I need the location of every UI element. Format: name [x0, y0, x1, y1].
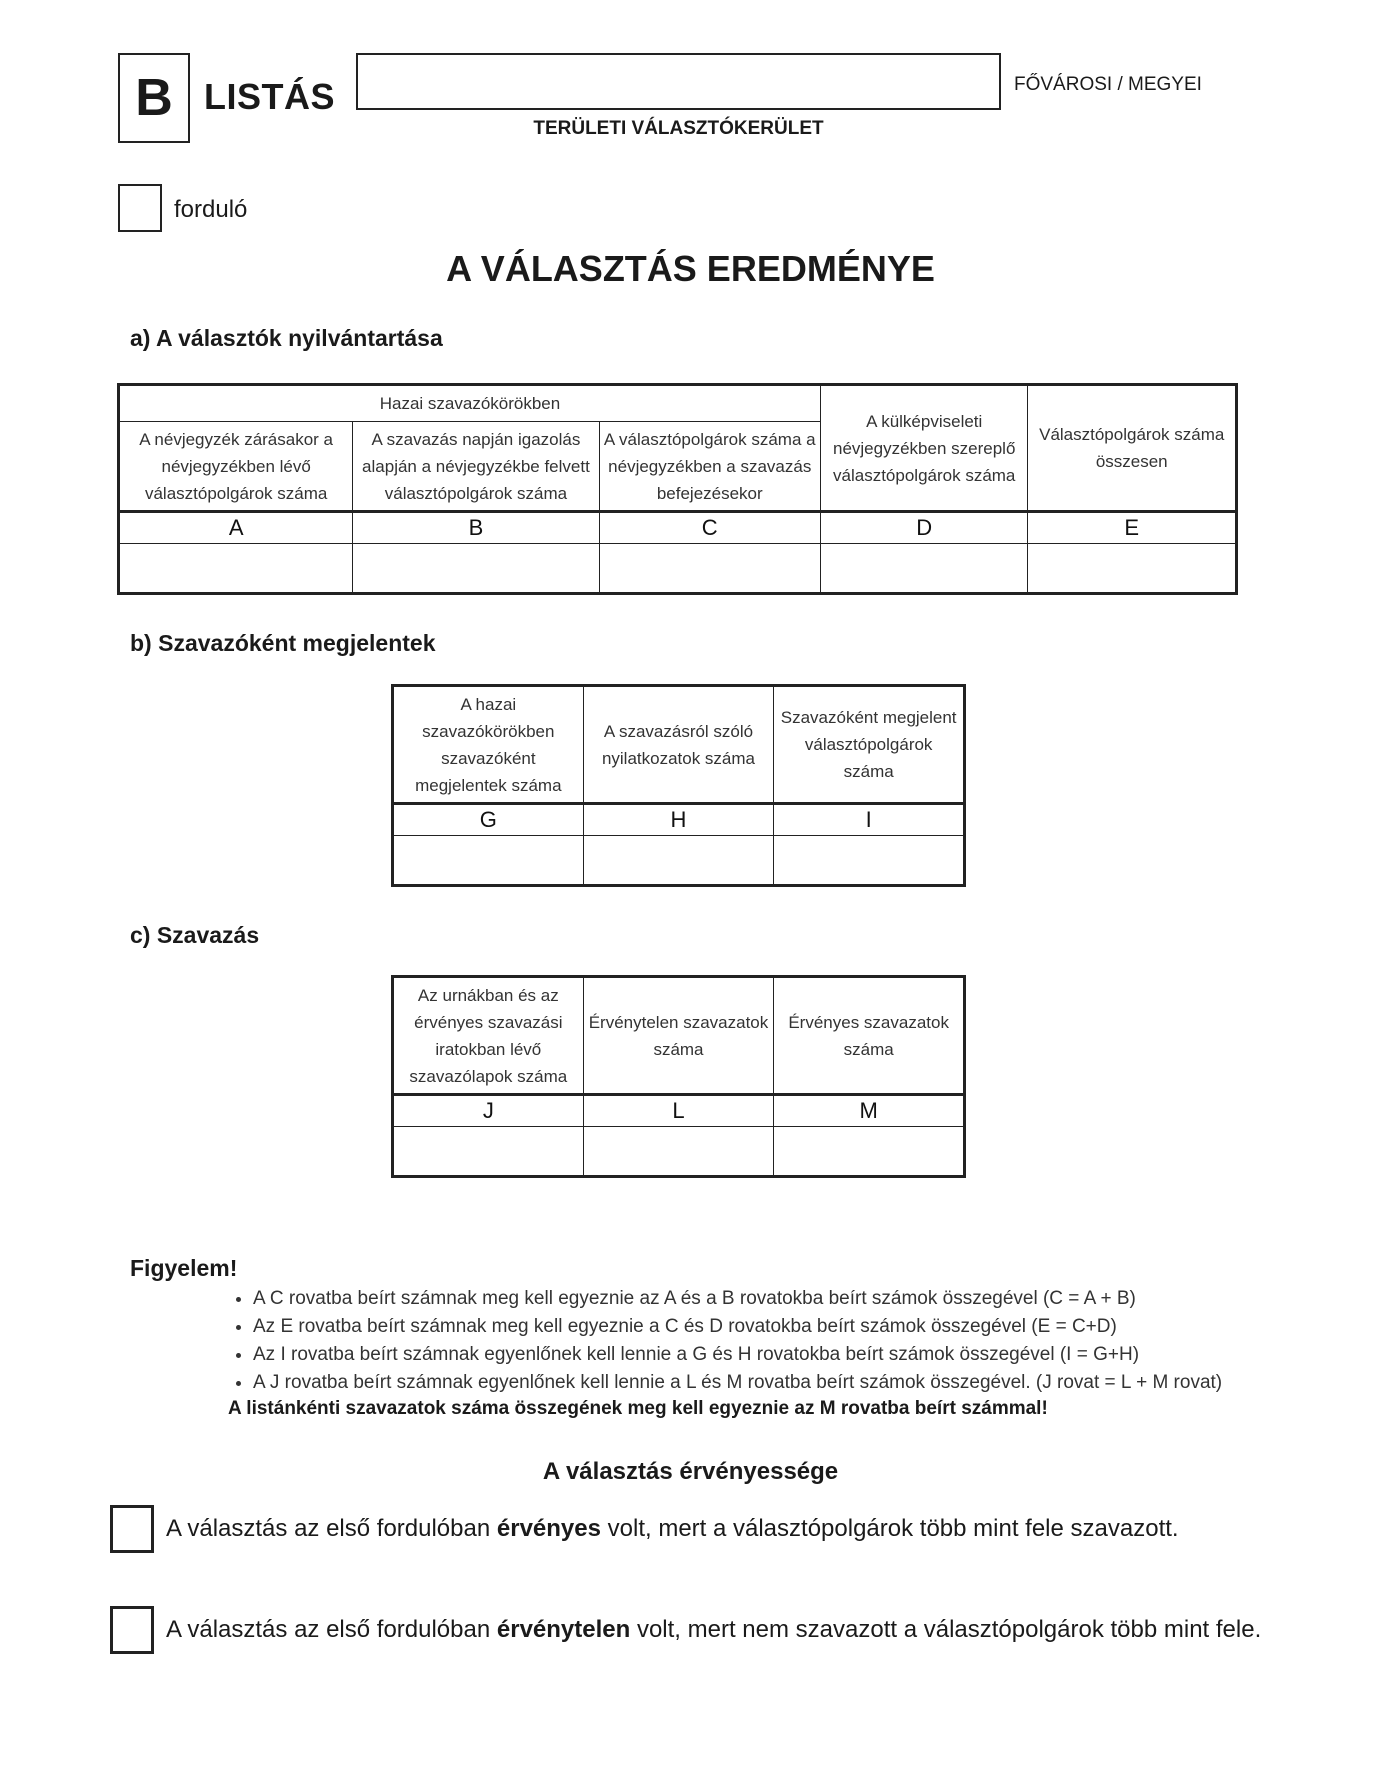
column-header-h: A szavazásról szóló nyilatkozatok száma	[583, 686, 774, 804]
column-letter-j: J	[393, 1095, 584, 1127]
round-label: forduló	[174, 196, 248, 223]
column-letter-a: A	[119, 512, 353, 544]
input-d[interactable]	[820, 544, 1028, 594]
input-a[interactable]	[119, 544, 353, 594]
note-item: • Az I rovatba beírt számnak egyenlőnek kell lennie a G és H rovatokba beírt számok összegével (I = G+H)	[253, 1341, 1222, 1369]
invalid-checkbox[interactable]	[110, 1606, 154, 1654]
section-c-heading: c) Szavazás	[130, 922, 260, 948]
column-header-c: A választópolgárok száma a névjegyzékben a szavazás befejezésekor	[599, 422, 820, 512]
column-header-b: A szavazás napján igazolás alapján a névjegyzékbe felvett választópolgárok száma	[353, 422, 599, 512]
district-caption: TERÜLETI VÁLASZTÓKERÜLET	[533, 118, 824, 139]
section-b-heading: b) Szavazóként megjelentek	[130, 630, 436, 656]
valid-option-post: volt, mert a választópolgárok több mint fele szavazott.	[600, 1515, 1179, 1542]
notes-emphasis: A listánkénti szavazatok száma összegének meg kell egyeznie az M rovatba beírt számmal!	[228, 1398, 1048, 1419]
column-header-e: Választópolgárok száma összesen	[1028, 385, 1237, 512]
input-j[interactable]	[393, 1127, 584, 1177]
column-header-d: A külképviseleti névjegyzékben szereplő választópolgárok száma	[820, 385, 1028, 512]
notes-list	[215, 1285, 1222, 1397]
input-g[interactable]	[393, 836, 584, 886]
notes-heading: Figyelem!	[130, 1255, 238, 1281]
note-item: • A J rovatba beírt számnak egyenlőnek kell lennie a L és M rovatba beírt számok összegével. (J rovat = L + M rovat)	[253, 1369, 1222, 1397]
invalid-option-label	[166, 1616, 1261, 1644]
valid-checkbox[interactable]	[110, 1505, 154, 1553]
input-l[interactable]	[583, 1127, 774, 1177]
column-header-l: Érvénytelen szavazatok száma	[583, 977, 774, 1095]
votes-table	[391, 975, 966, 1178]
district-type-label: FŐVÁROSI / MEGYEI	[1014, 74, 1202, 95]
valid-option-pre: A választás az első fordulóban	[166, 1515, 497, 1542]
invalid-option-post: volt, mert nem szavazott a választópolgárok több mint fele.	[630, 1616, 1262, 1643]
input-m[interactable]	[774, 1127, 965, 1177]
turnout-table	[391, 684, 966, 887]
input-c[interactable]	[599, 544, 820, 594]
column-letter-b: B	[353, 512, 599, 544]
invalid-option-bold: érvénytelen	[496, 1616, 631, 1643]
round-number-input[interactable]	[118, 184, 162, 232]
list-type-box	[118, 53, 190, 143]
column-letter-g: G	[393, 804, 584, 836]
input-b[interactable]	[353, 544, 599, 594]
valid-option-label	[166, 1515, 1179, 1543]
group-header-domestic: Hazai szavazókörökben	[119, 385, 821, 422]
column-letter-e: E	[1028, 512, 1237, 544]
column-header-a: A névjegyzék zárásakor a névjegyzékben lévő választópolgárok száma	[119, 422, 353, 512]
page-title: A VÁLASZTÁS EREDMÉNYE	[446, 248, 935, 289]
note-item: • Az E rovatba beírt számnak meg kell egyeznie a C és D rovatokba beírt számok összegével (E = C+D)	[253, 1313, 1222, 1341]
column-letter-c: C	[599, 512, 820, 544]
valid-option-bold: érvényes	[496, 1515, 601, 1542]
validity-title: A választás érvényessége	[542, 1458, 839, 1485]
note-item: • A C rovatba beírt számnak meg kell egyeznie az A és a B rovatokba beírt számok összegével (C = A + B)	[253, 1285, 1222, 1313]
column-letter-l: L	[583, 1095, 774, 1127]
input-h[interactable]	[583, 836, 774, 886]
voter-registry-table	[117, 383, 1238, 595]
column-header-i: Szavazóként megjelent választópolgárok száma	[774, 686, 965, 804]
list-type-letter: B	[135, 69, 173, 127]
section-a-heading: a) A választók nyilvántartása	[130, 325, 443, 351]
column-letter-d: D	[820, 512, 1028, 544]
column-letter-h: H	[583, 804, 774, 836]
list-type-label: LISTÁS	[204, 76, 336, 117]
column-header-g: A hazai szavazókörökben szavazóként megjelentek száma	[393, 686, 584, 804]
invalid-option-pre: A választás az első fordulóban	[166, 1616, 497, 1643]
column-header-m: Érvényes szavazatok száma	[774, 977, 965, 1095]
district-input[interactable]	[356, 53, 1001, 110]
input-e[interactable]	[1028, 544, 1237, 594]
column-letter-i: I	[774, 804, 965, 836]
column-header-j: Az urnákban és az érvényes szavazási iratokban lévő szavazólapok száma	[393, 977, 584, 1095]
input-i[interactable]	[774, 836, 965, 886]
column-letter-m: M	[774, 1095, 965, 1127]
